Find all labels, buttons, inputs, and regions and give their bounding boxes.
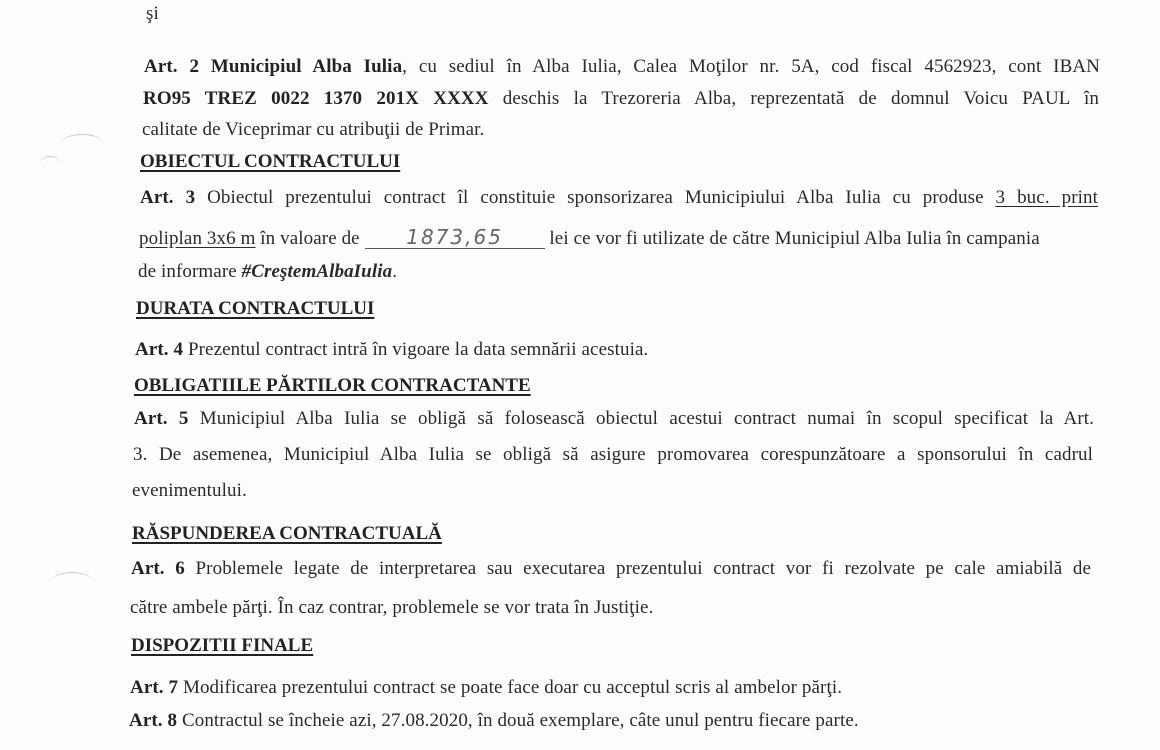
art5-line3: evenimentului. bbox=[132, 480, 247, 501]
punch-hole-mark bbox=[60, 134, 104, 155]
art3-line2 bbox=[139, 226, 1040, 251]
campaign-hashtag: #CreştemAlbaIulia bbox=[241, 261, 393, 282]
punch-hole-mark bbox=[40, 156, 60, 171]
art3-line1 bbox=[140, 186, 1098, 210]
text-line: şi bbox=[146, 3, 159, 24]
article-label: Art. 7 bbox=[130, 677, 179, 698]
party-name: Municipiul Alba Iulia bbox=[210, 56, 403, 77]
iban-value: RO95 TREZ 0022 1370 201X XXXX bbox=[143, 88, 489, 109]
article-label: Art. 3 bbox=[140, 187, 196, 208]
section-heading-obligatii: OBLIGATIILE PĂRTILOR CONTRACTANTE bbox=[134, 375, 531, 396]
art3-line3 bbox=[138, 260, 397, 284]
article-label: Art. 8 bbox=[129, 710, 178, 731]
art5-line2: 3. De asemenea, Municipiul Alba Iulia se obligă să asigure promovarea corespunzătoare a sponsorului în cadrul bbox=[133, 444, 1093, 465]
text-span: , cu sediul în Alba Iulia, Calea Moţilor nr. 5A, cod fiscal 4562923, cont IBAN bbox=[402, 56, 1100, 77]
art4-line bbox=[135, 338, 648, 362]
section-heading-dispozitii: DISPOZITII FINALE bbox=[131, 635, 314, 656]
text-span: lei ce vor fi utilizate de către Municipiul Alba Iulia în campania bbox=[544, 228, 1040, 249]
art8-line bbox=[129, 709, 859, 733]
text-span: deschis la Trezoreria Alba, reprezentată de domnul Voicu PAUL în bbox=[488, 88, 1099, 109]
text-span: Municipiul Alba Iulia se obligă să folosească obiectul acestui contract numai în scopul specificat la Art. bbox=[188, 408, 1094, 429]
underlined-text: 3 buc. print bbox=[995, 187, 1098, 208]
underlined-text: poliplan 3x6 m bbox=[139, 228, 256, 249]
art5-line1 bbox=[134, 407, 1094, 431]
art2-line3: calitate de Viceprimar cu atribuţii de Primar. bbox=[142, 119, 485, 140]
text-span: Problemele legate de interpretarea sau executarea prezentului contract vor fi rezolvate pe cale amiabilă de bbox=[184, 558, 1091, 579]
punch-hole-mark bbox=[50, 572, 94, 593]
section-heading-durata: DURATA CONTRACTULUI bbox=[136, 298, 375, 319]
text-span: Obiectul prezentului contract îl constituie sponsorizarea Municipiului Alba Iulia cu produse bbox=[195, 187, 996, 208]
text-span: . bbox=[392, 261, 398, 282]
article-label: Art. 6 bbox=[131, 558, 185, 579]
text-span: în valoare de bbox=[255, 228, 365, 249]
art2-line1 bbox=[144, 55, 1100, 79]
text-span: Prezentul contract intră în vigoare la data semnării acestuia. bbox=[183, 339, 649, 360]
text-span: Modificarea prezentului contract se poate face doar cu acceptul scris al ambelor părţi. bbox=[178, 677, 843, 698]
article-label: Art. 2 bbox=[144, 56, 200, 77]
art6-line1 bbox=[131, 557, 1091, 581]
art7-line bbox=[130, 676, 842, 700]
text-span: de informare bbox=[138, 261, 242, 282]
article-label: Art. 4 bbox=[135, 339, 184, 360]
art6-line2: către ambele părţi. În caz contrar, problemele se vor trata în Justiţie. bbox=[130, 597, 654, 618]
art2-line2 bbox=[143, 87, 1099, 111]
article-label: Art. 5 bbox=[134, 408, 189, 429]
text-span: Contractul se încheie azi, 27.08.2020, în două exemplare, câte unul pentru fiecare parte. bbox=[177, 710, 859, 731]
section-heading-raspundere: RĂSPUNDEREA CONTRACTUALĂ bbox=[132, 523, 442, 544]
handwritten-amount: 1873,65 bbox=[365, 226, 545, 249]
section-heading-obiect: OBIECTUL CONTRACTULUI bbox=[140, 151, 401, 172]
